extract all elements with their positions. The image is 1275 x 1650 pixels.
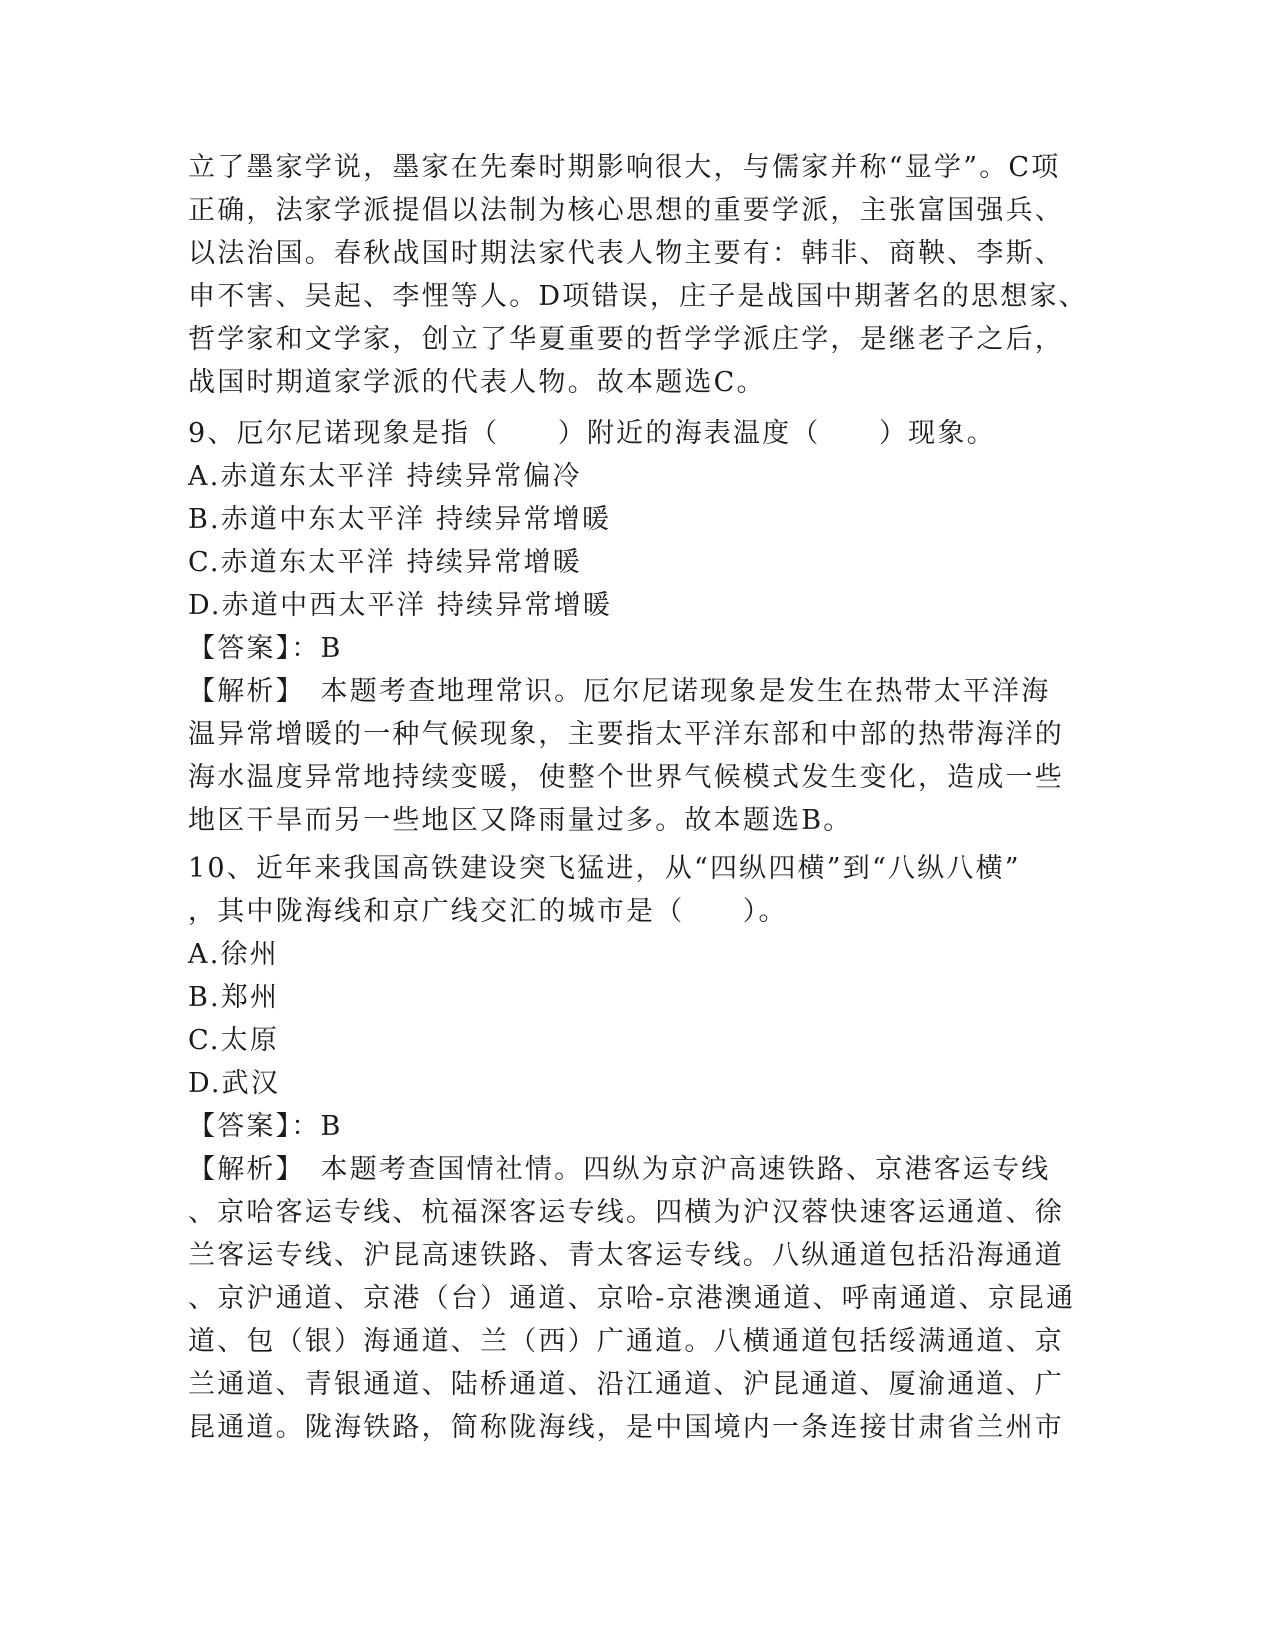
text-line: 申不害、吴起、李悝等人。D项错误，庄子是战国中期著名的思想家、 bbox=[188, 281, 1088, 312]
analysis-line: 地区干旱而另一些地区又降雨量过多。故本题选B。 bbox=[188, 805, 853, 836]
option-d: D.赤道中西太平洋 持续异常增暖 bbox=[188, 590, 613, 621]
analysis-line: 兰客运专线、沪昆高速铁路、青太客运专线。八纵通道包括沿海通道 bbox=[188, 1240, 1064, 1271]
analysis-line: 、京沪通道、京港（台）通道、京哈-京港澳通道、呼南通道、京昆通 bbox=[188, 1283, 1076, 1314]
answer-line: 【答案】：B bbox=[188, 633, 343, 664]
question-9 bbox=[188, 412, 1078, 842]
analysis-line: 兰通道、青银通道、陆桥通道、沿江通道、沪昆通道、厦渝通道、广 bbox=[188, 1369, 1064, 1400]
analysis-line: 【解析】 本题考查地理常识。厄尔尼诺现象是发生在热带太平洋海 bbox=[188, 676, 1051, 707]
option-a: A.徐州 bbox=[188, 939, 279, 970]
option-c: C.赤道东太平洋 持续异常增暖 bbox=[188, 547, 582, 578]
text-line: 正确，法家学派提倡以法制为核心思想的重要学派，主张富国强兵、 bbox=[188, 195, 1064, 226]
question-10 bbox=[188, 847, 1078, 1449]
answer-line: 【答案】：B bbox=[188, 1111, 343, 1142]
analysis-line: 【解析】 本题考查国情社情。四纵为京沪高速铁路、京港客运专线 bbox=[188, 1154, 1051, 1185]
analysis-line: 温异常增暖的一种气候现象，主要指太平洋东部和中部的热带海洋的 bbox=[188, 719, 1064, 750]
option-a: A.赤道东太平洋 持续异常偏冷 bbox=[188, 461, 582, 492]
text-line: 战国时期道家学派的代表人物。故本题选C。 bbox=[188, 367, 766, 398]
text-line: 哲学家和文学家，创立了华夏重要的哲学学派庄学，是继老子之后， bbox=[188, 324, 1064, 355]
question-text: 9、厄尔尼诺现象是指（ ）附近的海表温度（ ）现象。 bbox=[188, 418, 996, 449]
analysis-line: 、京哈客运专线、杭福深客运专线。四横为沪汉蓉快速客运通道、徐 bbox=[188, 1197, 1064, 1228]
previous-analysis-continuation bbox=[188, 146, 1088, 404]
analysis-line: 昆通道。陇海铁路，简称陇海线，是中国境内一条连接甘肃省兰州市 bbox=[188, 1412, 1064, 1443]
analysis-line: 海水温度异常地持续变暖，使整个世界气候模式发生变化，造成一些 bbox=[188, 762, 1064, 793]
option-b: B.赤道中东太平洋 持续异常增暖 bbox=[188, 504, 612, 535]
text-line: 立了墨家学说，墨家在先秦时期影响很大，与儒家并称“显学”。C项 bbox=[188, 152, 1061, 183]
question-text: ，其中陇海线和京广线交汇的城市是（ ）。 bbox=[188, 896, 788, 927]
question-text: 10、近年来我国高铁建设突飞猛进，从“四纵四横”到“八纵八横” bbox=[188, 853, 1021, 884]
option-d: D.武汉 bbox=[188, 1068, 281, 1099]
option-b: B.郑州 bbox=[188, 982, 280, 1013]
text-line: 以法治国。春秋战国时期法家代表人物主要有：韩非、商鞅、李斯、 bbox=[188, 238, 1064, 269]
analysis-line: 道、包（银）海通道、兰（西）广通道。八横通道包括绥满通道、京 bbox=[188, 1326, 1064, 1357]
option-c: C.太原 bbox=[188, 1025, 280, 1056]
